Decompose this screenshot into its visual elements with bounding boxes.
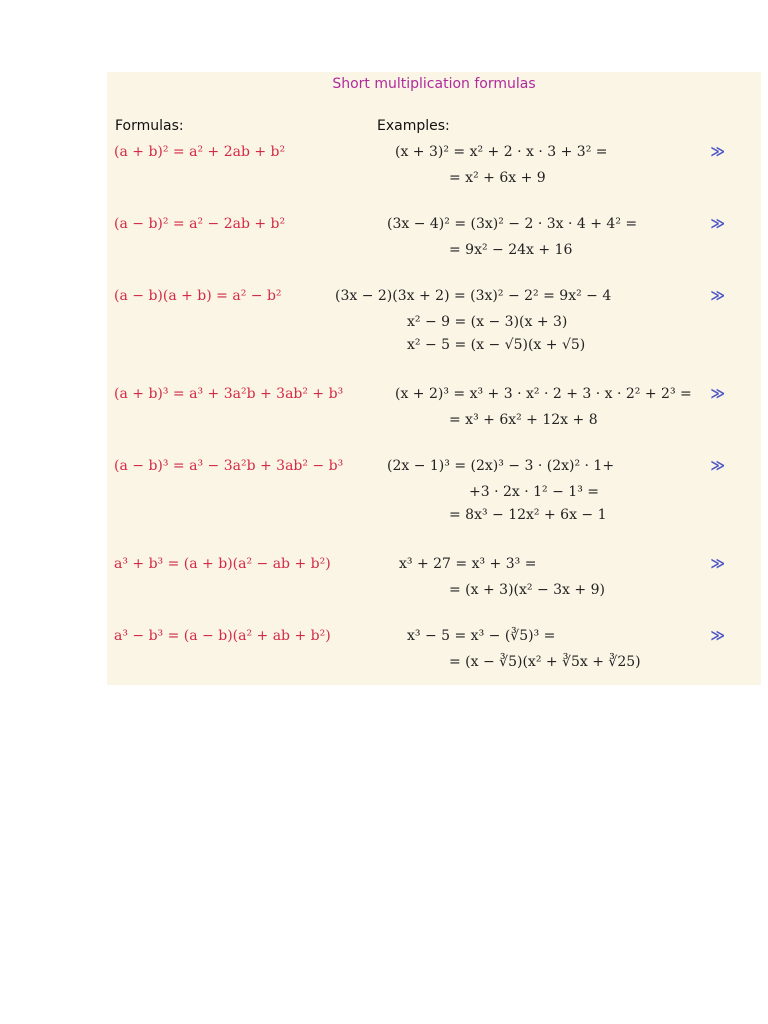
- next-arrow-icon[interactable]: ≫: [710, 288, 725, 304]
- example-line: = x³ + 6x² + 12x + 8: [449, 412, 598, 428]
- formula-row: [107, 216, 761, 276]
- example-line: x² − 5 = (x − √5)(x + √5): [407, 337, 586, 353]
- formula-row: [107, 556, 761, 616]
- formula-text: (a − b)² = a² − 2ab + b²: [114, 216, 286, 232]
- next-arrow-icon[interactable]: ≫: [710, 144, 725, 160]
- formulas-header: Formulas:: [115, 118, 184, 134]
- formula-text: a³ − b³ = (a − b)(a² + ab + b²): [114, 628, 331, 644]
- example-block: [407, 628, 641, 674]
- example-block: [335, 288, 611, 357]
- example-block: [387, 216, 637, 262]
- example-line: = (x + 3)(x² − 3x + 9): [449, 582, 605, 598]
- example-block: [387, 458, 614, 527]
- example-line: = (x − ∛5)(x² + ∛5x + ∛25): [449, 654, 641, 670]
- next-arrow-icon[interactable]: ≫: [710, 628, 725, 644]
- next-arrow-icon[interactable]: ≫: [710, 216, 725, 232]
- example-line: x² − 9 = (x − 3)(x + 3): [407, 314, 568, 330]
- slide: [107, 72, 761, 685]
- formula-row: [107, 386, 761, 446]
- next-arrow-icon[interactable]: ≫: [710, 386, 725, 402]
- example-line: x³ − 5 = x³ − (∛5)³ =: [407, 628, 556, 644]
- formula-text: a³ + b³ = (a + b)(a² − ab + b²): [114, 556, 331, 572]
- next-arrow-icon[interactable]: ≫: [710, 556, 725, 572]
- next-arrow-icon[interactable]: ≫: [710, 458, 725, 474]
- example-line: x³ + 27 = x³ + 3³ =: [399, 556, 537, 572]
- slide-title: Short multiplication formulas: [332, 76, 536, 92]
- example-line: = 9x² − 24x + 16: [449, 242, 573, 258]
- formula-row: [107, 144, 761, 204]
- formula-row: [107, 288, 761, 368]
- example-block: [395, 386, 692, 432]
- formula-row: [107, 458, 761, 538]
- example-line: +3 · 2x · 1² − 1³ =: [469, 484, 599, 500]
- examples-header: Examples:: [377, 118, 450, 134]
- example-line: (3x − 4)² = (3x)² − 2 · 3x · 4 + 4² =: [387, 216, 638, 232]
- example-line: (3x − 2)(3x + 2) = (3x)² − 2² = 9x² − 4: [335, 288, 612, 304]
- example-line: = x² + 6x + 9: [449, 170, 546, 186]
- example-line: (2x − 1)³ = (2x)³ − 3 · (2x)² · 1+: [387, 458, 615, 474]
- formula-text: (a − b)³ = a³ − 3a²b + 3ab² − b³: [114, 458, 344, 474]
- example-line: (x + 2)³ = x³ + 3 · x² · 2 + 3 · x · 2² + 2³ =: [395, 386, 692, 402]
- example-block: [395, 144, 607, 190]
- formula-text: (a + b)² = a² + 2ab + b²: [114, 144, 286, 160]
- formula-text: (a − b)(a + b) = a² − b²: [114, 288, 282, 304]
- example-line: (x + 3)² = x² + 2 · x · 3 + 3² =: [395, 144, 608, 160]
- formula-text: (a + b)³ = a³ + 3a²b + 3ab² + b³: [114, 386, 344, 402]
- example-line: = 8x³ − 12x² + 6x − 1: [449, 507, 607, 523]
- formula-row: [107, 628, 761, 688]
- example-block: [399, 556, 605, 602]
